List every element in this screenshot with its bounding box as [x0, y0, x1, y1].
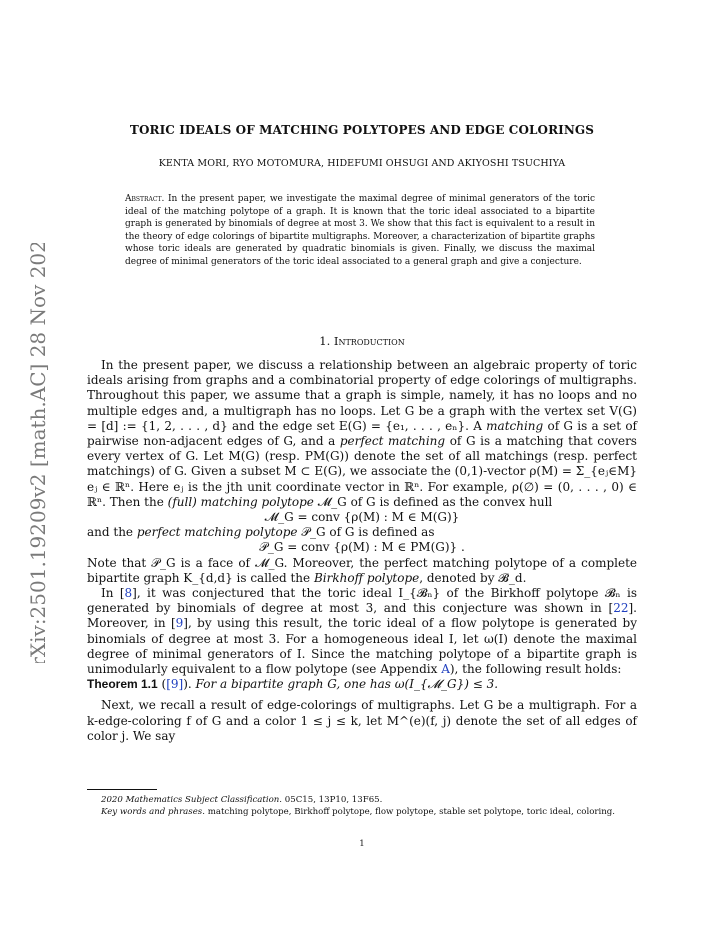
term-perfect-matching: perfect matching: [339, 434, 446, 449]
abstract: [125, 193, 595, 269]
theorem-ref-close: ).: [183, 677, 192, 692]
paragraph-4-part-2: ], it was conjectured that the toric ideal I_{𝓑ₙ} of the Birkhoff polytope 𝓑ₙ is generated by binomials of degree at most 3, and this conjecture was shown in [: [87, 586, 637, 616]
paragraph-4-part-3: ]. Moreover, in [: [87, 601, 637, 631]
section-heading: [87, 334, 637, 348]
footnote-msc: [87, 794, 637, 806]
theorem-statement: For a bipartite graph G, one has ω(I_{𝓜_G}) ≤ 3.: [195, 677, 499, 692]
arxiv-stamp-svg: [20, 243, 54, 663]
arxiv-stamp: [20, 243, 54, 663]
paragraph-1-part-1: In the present paper, we discuss a relationship between an algebraic property of toric ideals arising from graphs and a combinatorial property of edge colorings of multigraphs. Throughout this paper, we assume that a graph is simple, namely, it has no loops and no multiple edges and, a multigraph has no loops. Let G be a graph with the vertex set V(G) = [d] := {1, 2, . . . , d} and the edge set E(G) = {e₁, . . . , eₙ}. A: [87, 358, 637, 433]
footnote-keywords: [87, 806, 637, 818]
term-full-matching-polytope: (full) matching polytope: [167, 494, 314, 509]
keywords-label: Key words and phrases.: [101, 807, 205, 817]
paragraph-3: [87, 556, 637, 586]
term-matching: matching: [486, 418, 544, 433]
citation-link[interactable]: 22: [613, 601, 629, 616]
paragraph-4-part-5: ), the following result holds:: [449, 662, 622, 677]
paragraph-3-part-1: Note that 𝒫_G is a face of 𝓜_G. Moreover, the perfect matching polytope of a complete bipartite graph K_{d,d} is called the: [87, 555, 637, 585]
paragraph-2: [87, 525, 637, 540]
keywords-text: matching polytope, Birkhoff polytope, flow polytope, stable set polytope, toric ideal, coloring.: [207, 807, 615, 817]
paragraph-4-part-1: In [: [101, 586, 125, 601]
theorem-ref-open: (: [161, 677, 167, 692]
term-perfect-matching-polytope: perfect matching polytope: [136, 525, 298, 540]
paragraph-4: [87, 586, 637, 677]
author-list: KENTA MORI, RYO MOTOMURA, HIDEFUMI OHSUGI AND AKIYOSHI TSUCHIYA: [158, 158, 566, 169]
section-number: 1.: [319, 334, 331, 348]
theorem-1-1: [87, 677, 637, 692]
equation-1: 𝓜_G = conv {ρ(M) : M ∈ M(G)}: [264, 510, 460, 525]
msc-codes: 05C15, 13P10, 13F65.: [284, 795, 383, 805]
page-number: 1: [359, 839, 365, 849]
appendix-link[interactable]: A: [441, 662, 450, 677]
paragraph-2-part-2: 𝒫_G of G is defined as: [301, 525, 435, 540]
citation-link[interactable]: 8: [124, 586, 133, 601]
paragraph-2-part-1: and the: [87, 525, 134, 540]
footnotes: [87, 794, 637, 818]
paragraph-3-part-2: , denoted by 𝓑_d.: [419, 570, 527, 585]
section-title-text: Introduction: [333, 334, 405, 348]
citation-link[interactable]: 9: [175, 616, 184, 631]
abstract-text: In the present paper, we investigate the maximal degree of minimal generators of the toric ideal of the matching polytope of a graph. It is known that the toric ideal associated to a bipartite graph is generated by binomials of degree at most 3. We show that this fact is equivalent to a result in the theory of edge colorings of bipartite multigraphs. Moreover, a characterization of bipartite graphs whose toric ideals are generated by quadratic binomials is given. Finally, we discuss the maximal degree of minimal generators of the toric ideal associated to a general graph and give a conjecture.: [125, 194, 595, 267]
paragraph-5: Next, we recall a result of edge-colorings of multigraphs. Let G be a multigraph. For a k-edge-coloring f of G and a color 1 ≤ j ≤ k, let M^(e)(f, j) denote the set of all edges of color j. We say: [87, 698, 637, 743]
footnote-rule: [87, 789, 157, 790]
term-birkhoff-polytope: Birkhoff polytope: [313, 570, 420, 585]
paragraph-4-part-4: ], by using this result, the toric ideal of a flow polytope is generated by binomials of degree at most 3. For a homogeneous ideal I, let ω(I) denote the maximal degree of minimal generators of I. Since the matching polytope of a bipartite graph is unimodularly equivalent to a flow polytope (see Appendix: [87, 616, 637, 677]
paper-title: TORIC IDEALS OF MATCHING POLYTOPES AND EDGE COLORINGS: [129, 123, 595, 137]
paragraph-1: [87, 358, 637, 510]
equation-2: 𝒫_G = conv {ρ(M) : M ∈ PM(G)} .: [259, 540, 465, 555]
paragraph-1-part-4: 𝓜_G of G is defined as the convex hull: [317, 494, 553, 509]
paragraph-1-part-2: of G is a set of pairwise non-adjacent edges of G, and a: [87, 418, 637, 449]
theorem-label: Theorem 1.1: [87, 677, 158, 692]
paragraph-1-part-3: of G is a matching that covers every vertex of G. Let M(G) (resp. PM(G)) denote the set of all matchings (resp. perfect matchings) of G. Given a subset M ⊂ E(G), we associate the (0,1)-vector ρ(M) = Σ_{eⱼ∈M} eⱼ ∈ ℝⁿ. Here eⱼ is the jth unit coordinate vector in ℝⁿ. For example, ρ(∅) = (0, . . . , 0) ∈ ℝⁿ. Then the: [87, 434, 637, 509]
citation-link[interactable]: [9]: [166, 677, 184, 692]
msc-label: 2020 Mathematics Subject Classification.: [101, 795, 283, 805]
arxiv-stamp-text: arXiv:2501.19209v2 [math.AC] 28 Nov 2025: [26, 243, 50, 663]
body-text: [87, 358, 637, 744]
abstract-heading: Abstract.: [125, 194, 165, 204]
